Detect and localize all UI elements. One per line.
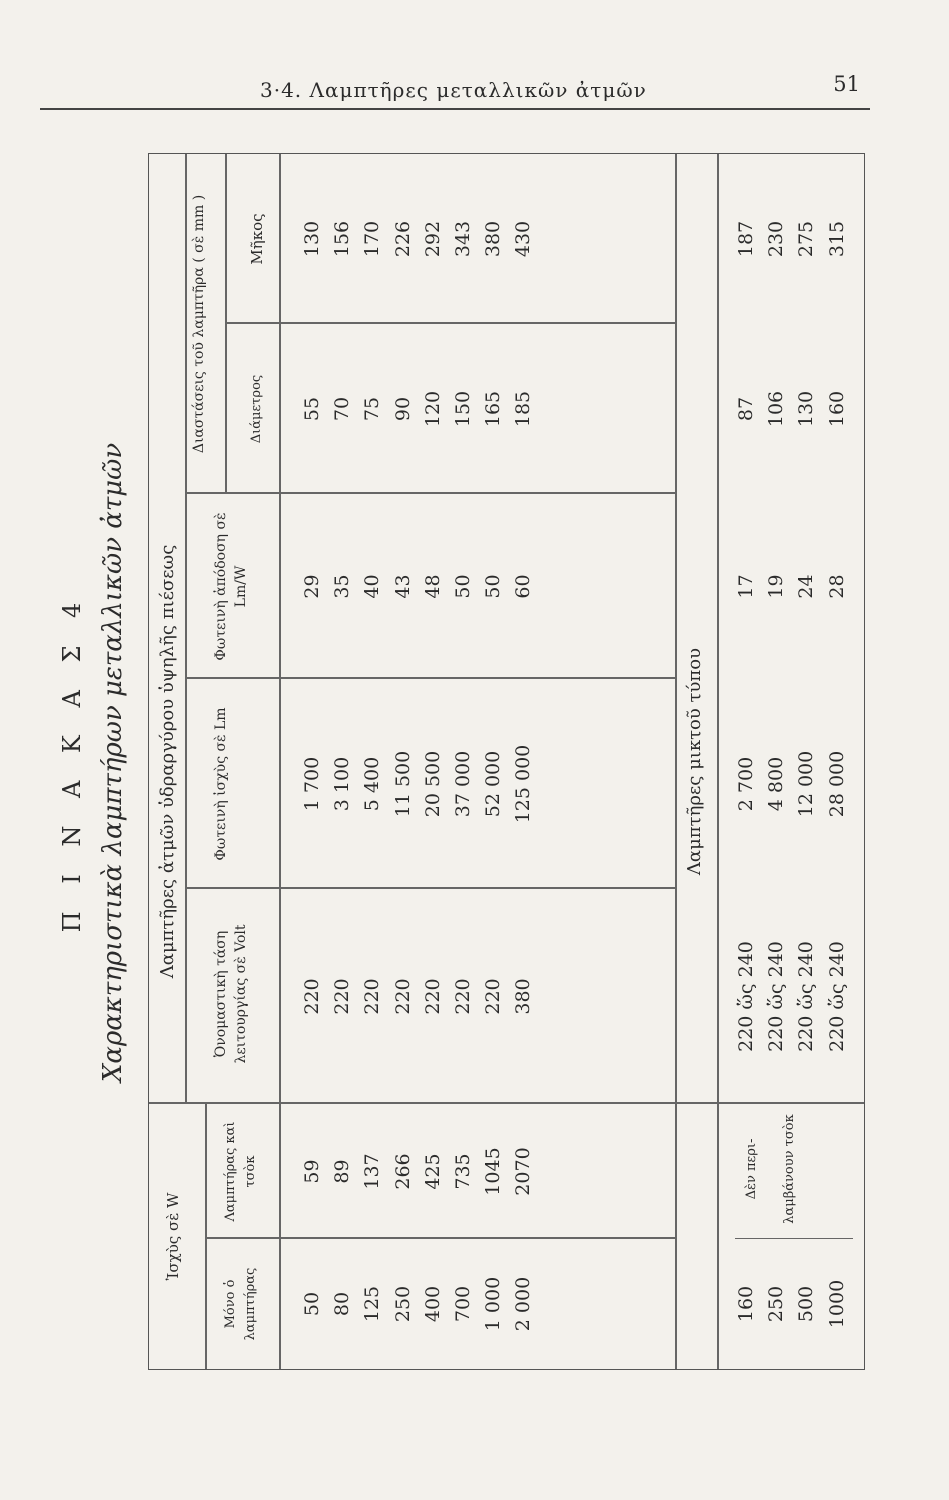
table-cell: 220 ὥς 240 — [825, 941, 848, 1052]
table-cell: 130 — [795, 390, 818, 428]
table-cell: 55 — [301, 396, 323, 422]
table-cell: 156 — [331, 220, 354, 258]
table-cell: 75 — [361, 396, 384, 422]
table-cell: 48 — [421, 574, 444, 599]
table-cell: 70 — [331, 396, 354, 422]
table-cell: 220 — [452, 978, 475, 1015]
table-cell: 2070 — [512, 1147, 535, 1196]
table-cell: 315 — [825, 220, 848, 258]
table-cell: 185 — [512, 390, 535, 428]
table-cell: 120 — [421, 390, 444, 428]
table-cell: 170 — [361, 220, 384, 258]
header-rule — [40, 108, 870, 110]
header-efficacy: Φωτεινὴ ἀπόδοση σὲ Lm/W — [213, 512, 249, 661]
section-hg-title: Λαμπτῆρες ἀτμῶν ὑδραργύρου ὑψηλῆς πιέσεως — [157, 544, 178, 979]
table-title: Χαρακτηριστικὰ λαμπτήρων μεταλλικῶν ἀτμῶν — [98, 442, 128, 1083]
table-cell: 187 — [735, 220, 757, 258]
table-cell: 343 — [452, 220, 475, 258]
table-cell: 165 — [482, 390, 505, 428]
col-mixed-length — [731, 154, 852, 324]
page-header — [40, 66, 870, 106]
col-voltage — [297, 889, 539, 1104]
table-cell: 50 — [452, 574, 475, 599]
table-cell: 106 — [765, 390, 788, 428]
table-cell: 380 — [482, 220, 505, 258]
table-cell: 230 — [765, 220, 788, 258]
table-cell: 220 — [391, 978, 414, 1015]
table-cell: 29 — [301, 574, 323, 599]
table-cell: 220 — [482, 978, 505, 1015]
col-flux — [297, 679, 539, 889]
table-cell: 735 — [452, 1153, 475, 1190]
table-label: Π Ι Ν Α Κ Α Σ 4 — [58, 592, 86, 933]
rotated-table-region — [58, 155, 848, 1370]
table-cell: 220 — [301, 978, 323, 1015]
table-cell: 250 — [391, 1285, 414, 1323]
col-lamp-power — [297, 1239, 539, 1369]
table-cell: 125 000 — [512, 744, 535, 824]
row-divider — [185, 154, 187, 1104]
col-mixed-voltage — [731, 889, 852, 1104]
table-cell: 220 — [421, 978, 444, 1015]
table-cell: 1045 — [482, 1147, 505, 1196]
header-power-lamp: Μόνο ὁ λαμπτήρας — [223, 1267, 258, 1341]
table-cell: 125 — [361, 1285, 384, 1323]
table-cell: 5 400 — [361, 756, 384, 812]
table-cell: 292 — [421, 220, 444, 258]
table-cell: 87 — [735, 396, 757, 422]
header-dimensions: Διαστάσεις τοῦ λαμπτῆρα ( σὲ mm ) — [191, 194, 207, 454]
row-divider — [675, 154, 677, 1369]
section-mixed-title: Λαμπτῆρες μικτοῦ τύπου — [684, 647, 705, 876]
table-cell: 2 700 — [735, 756, 757, 812]
table-cell: 220 — [361, 978, 384, 1015]
mixed-no-choke-note: Δὲν περι- λαμβάνουν τσὸκ — [744, 1114, 797, 1224]
table-cell: 160 — [825, 390, 848, 428]
table-cell: 220 — [331, 978, 354, 1015]
table-cell: 2 000 — [512, 1276, 535, 1332]
table-cell: 11 500 — [391, 750, 414, 818]
col-mixed-flux — [731, 679, 852, 889]
table-cell: 37 000 — [452, 750, 475, 818]
table-cell: 28 000 — [825, 750, 848, 818]
row-divider — [279, 154, 281, 1369]
table-cell: 1 000 — [482, 1276, 505, 1332]
table-cell: 220 ὥς 240 — [765, 941, 788, 1052]
table-cell: 89 — [331, 1159, 354, 1184]
row-divider — [225, 154, 227, 494]
table-cell: 130 — [301, 220, 323, 258]
table-cell: 4 800 — [765, 756, 788, 812]
characteristics-table — [148, 153, 865, 1370]
col-mixed-lamp-power — [731, 1239, 852, 1369]
table-cell: 40 — [361, 574, 384, 599]
table-cell: 35 — [331, 574, 354, 599]
header-power-lamp-choke: Λαμπτήρας καὶ τσὸκ — [223, 1121, 258, 1222]
table-cell: 500 — [795, 1285, 818, 1323]
table-cell: 700 — [452, 1285, 475, 1323]
table-cell: 425 — [421, 1153, 444, 1190]
header-flux: Φωτεινὴ ἰσχὺς σὲ Lm — [213, 707, 229, 861]
table-cell: 17 — [735, 574, 757, 599]
table-cell: 220 ὥς 240 — [795, 941, 818, 1052]
row-divider — [717, 154, 719, 1369]
col-efficacy — [297, 494, 539, 679]
table-cell: 19 — [765, 574, 788, 599]
table-cell: 1000 — [825, 1279, 848, 1329]
table-cell: 430 — [512, 220, 535, 258]
table-cell: 266 — [391, 1153, 414, 1190]
row-divider — [205, 1104, 207, 1369]
grouping-brace — [735, 1238, 853, 1249]
table-cell: 250 — [765, 1285, 788, 1323]
table-cell: 137 — [361, 1153, 384, 1190]
col-length — [297, 154, 539, 324]
table-cell: 1 700 — [301, 756, 323, 812]
table-cell: 380 — [512, 978, 535, 1015]
table-cell: 160 — [735, 1285, 757, 1323]
table-cell: 400 — [421, 1285, 444, 1323]
table-cell: 60 — [512, 574, 535, 599]
running-title: 3·4. Λαμπτῆρες μεταλλικῶν ἀτμῶν — [260, 78, 647, 102]
table-cell: 226 — [391, 220, 414, 258]
table-cell: 43 — [391, 574, 414, 599]
table-cell: 59 — [301, 1159, 323, 1184]
page-number: 51 — [833, 72, 860, 96]
table-cell: 50 — [301, 1291, 323, 1317]
table-cell: 80 — [331, 1291, 354, 1317]
table-cell: 12 000 — [795, 750, 818, 818]
col-lamp-choke-power — [297, 1104, 539, 1239]
table-cell: 90 — [391, 396, 414, 422]
header-length: Μῆκος — [248, 213, 266, 265]
table-cell: 220 ὥς 240 — [735, 941, 757, 1052]
table-cell: 3 100 — [331, 756, 354, 812]
header-voltage: Ὀνομαστικὴ τάση λειτουργίας σὲ Volt — [213, 924, 249, 1064]
table-cell: 150 — [452, 390, 475, 428]
table-cell: 20 500 — [421, 750, 444, 818]
table-cell: 24 — [795, 574, 818, 599]
col-diameter — [297, 324, 539, 494]
table-cell: 52 000 — [482, 750, 505, 818]
header-power: Ἰσχὺς σὲ W — [164, 1192, 182, 1281]
header-diameter: Διάμετρος — [249, 374, 264, 444]
table-cell: 50 — [482, 574, 505, 599]
col-mixed-diameter — [731, 324, 852, 494]
table-cell: 275 — [795, 220, 818, 258]
table-cell: 28 — [825, 574, 848, 599]
col-mixed-efficacy — [731, 494, 852, 679]
